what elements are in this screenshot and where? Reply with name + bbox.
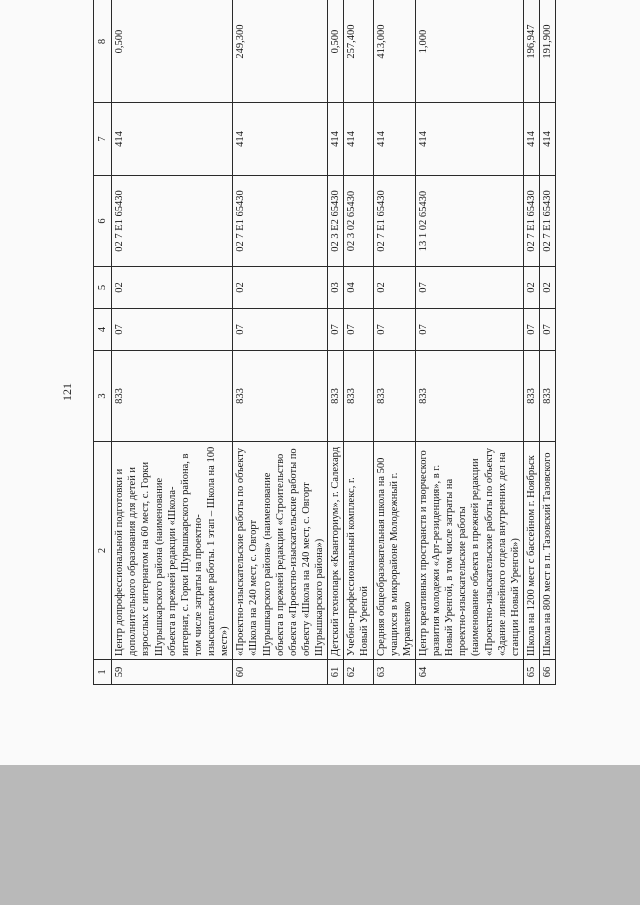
cell-target-article: 02 7 E1 65430 — [112, 176, 233, 267]
table-row — [523, 0, 539, 685]
cell-subsection: 02 — [540, 267, 556, 309]
cell-target-article: 02 7 E1 65430 — [540, 176, 556, 267]
cell-expense-type: 414 — [523, 103, 539, 176]
cell-subsection: 02 — [523, 267, 539, 309]
cell-amount: 0,500 — [112, 0, 233, 103]
object-name: Детский технопарк «Кванториум», г. Салехард — [328, 442, 344, 660]
cell-expense-type: 414 — [373, 103, 415, 176]
cell-subsection: 07 — [415, 267, 523, 309]
table-row — [112, 0, 233, 685]
cell-section: 07 — [540, 309, 556, 351]
object-name: Средняя общеобразовательная школа на 500 учащихся в микрорайоне Молодежный г. Муравленко — [373, 442, 415, 660]
cell-target-article: 02 7 E1 65430 — [373, 176, 415, 267]
row-number: 61 — [328, 660, 344, 685]
row-number: 60 — [233, 660, 328, 685]
cell-section: 07 — [344, 309, 373, 351]
row-number: 59 — [112, 660, 233, 685]
column-header: 6 — [94, 176, 112, 267]
column-header: 1 — [94, 660, 112, 685]
cell-subsection: 02 — [233, 267, 328, 309]
cell-section: 07 — [373, 309, 415, 351]
cell-code: 833 — [328, 351, 344, 442]
rotated-table-container — [93, 24, 593, 685]
cell-section: 07 — [328, 309, 344, 351]
column-header: 3 — [94, 351, 112, 442]
object-name: Центр креативных пространств и творческого развития молодежи «Арт-резиденция», в г. Новый Уренгой, в том числе затраты на проектно-изыскательские работы (наименование объекта в прежней редакции «Проектно-изыскательские работы по объекту «Здание линейного отдела внутренних дел на станции Новый Уренгой») — [415, 442, 523, 660]
column-header: 4 — [94, 309, 112, 351]
row-number: 65 — [523, 660, 539, 685]
column-header: 5 — [94, 267, 112, 309]
cell-subsection: 02 — [373, 267, 415, 309]
cell-target-article: 02 7 E1 65430 — [523, 176, 539, 267]
row-number: 64 — [415, 660, 523, 685]
column-header: 8 — [94, 0, 112, 103]
table-row — [344, 0, 373, 685]
budget-table — [93, 0, 556, 685]
table-row — [373, 0, 415, 685]
table-row — [540, 0, 556, 685]
cell-amount: 196,947 — [523, 0, 539, 103]
cell-amount: 191,900 — [540, 0, 556, 103]
cell-code: 833 — [540, 351, 556, 442]
cell-amount: 257,400 — [344, 0, 373, 103]
cell-amount: 1,000 — [415, 0, 523, 103]
object-name: «Проектно-изыскательские работы по объекту «Школа на 240 мест, с. Овгорт Шурышкарского района» (наименование объекта в прежней редакции «Строительство объекта «Проектно-изыскательские работы по объекту «Школа на 240 мест, с. Овгорт Шурышкарского района») — [233, 442, 328, 660]
cell-target-article: 02 3 02 65430 — [344, 176, 373, 267]
cell-amount: 0,500 — [328, 0, 344, 103]
cell-code: 833 — [373, 351, 415, 442]
cell-expense-type: 414 — [233, 103, 328, 176]
cell-code: 833 — [233, 351, 328, 442]
page-number: 121 — [59, 383, 74, 401]
cell-section: 07 — [112, 309, 233, 351]
table-row — [415, 0, 523, 685]
object-name: Учебно-профессиональный комплекс, г. Новый Уренгой — [344, 442, 373, 660]
cell-target-article: 02 3 E2 65430 — [328, 176, 344, 267]
cell-amount: 413,000 — [373, 0, 415, 103]
row-number: 66 — [540, 660, 556, 685]
row-number: 62 — [344, 660, 373, 685]
table-header-row — [94, 0, 112, 685]
column-header: 2 — [94, 442, 112, 660]
object-name: Школа на 800 мест в п. Тазовский Тазовского — [540, 442, 556, 660]
column-header: 7 — [94, 103, 112, 176]
cell-expense-type: 414 — [415, 103, 523, 176]
cell-section: 07 — [233, 309, 328, 351]
cell-code: 833 — [344, 351, 373, 442]
cell-expense-type: 414 — [540, 103, 556, 176]
cell-subsection: 02 — [112, 267, 233, 309]
table-row — [233, 0, 328, 685]
row-number: 63 — [373, 660, 415, 685]
cell-code: 833 — [415, 351, 523, 442]
cell-target-article: 02 7 E1 65430 — [233, 176, 328, 267]
table-row — [328, 0, 344, 685]
cell-section: 07 — [523, 309, 539, 351]
cell-section: 07 — [415, 309, 523, 351]
cell-subsection: 04 — [344, 267, 373, 309]
cell-code: 833 — [112, 351, 233, 442]
cell-expense-type: 414 — [344, 103, 373, 176]
object-name: Школа на 1200 мест с бассейном г. Ноябрьск — [523, 442, 539, 660]
cell-code: 833 — [523, 351, 539, 442]
cell-subsection: 03 — [328, 267, 344, 309]
cell-expense-type: 414 — [112, 103, 233, 176]
cell-amount: 249,300 — [233, 0, 328, 103]
cell-target-article: 13 1 02 65430 — [415, 176, 523, 267]
object-name: Центр допрофессиональной подготовки и дополнительного образования для детей и взрослых с интернатом на 60 мест, с. Горки Шурышкарского района (наименование объекта в прежней редакции «Школа-интернат, с. Горки Шурышкарского района, в том числе затраты на проектно-изыскательские работы. 1 этап – Школа на 100 мест») — [112, 442, 233, 660]
cell-expense-type: 414 — [328, 103, 344, 176]
